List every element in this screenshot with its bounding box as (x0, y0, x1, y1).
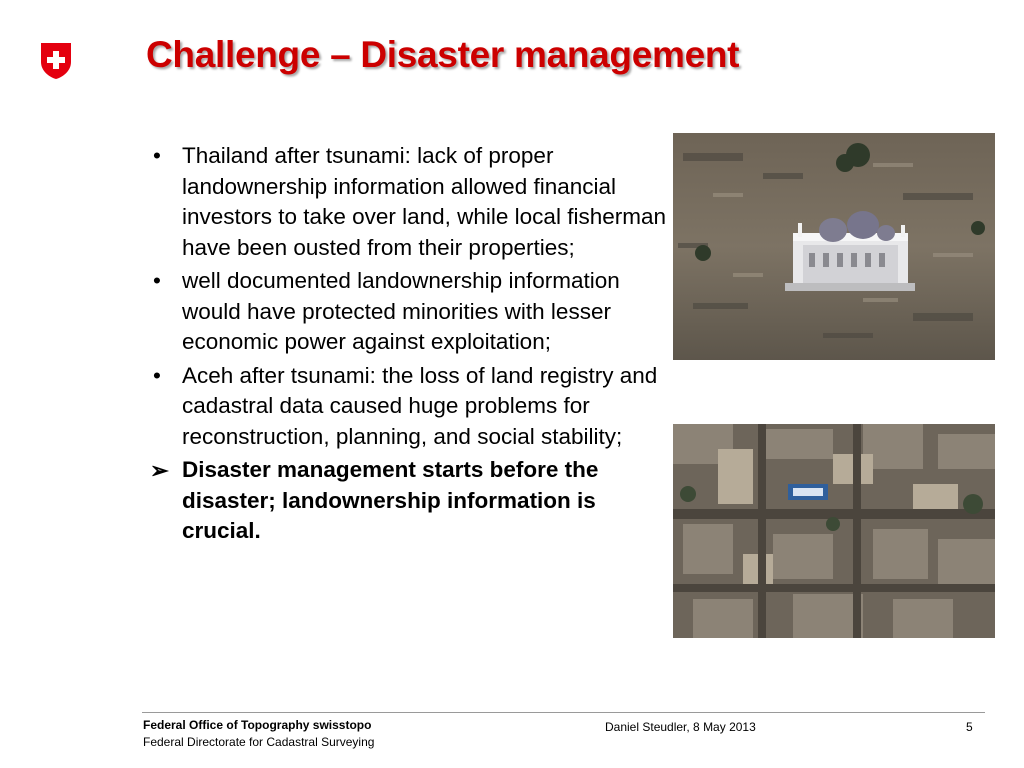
swiss-cross-shield-icon (40, 42, 72, 80)
bullet-text: well documented landownership information would have protected minorities with lesser economic power against exploitation; (182, 268, 620, 354)
bullet-text: Disaster management starts before the disaster; landownership information is crucial. (182, 457, 599, 543)
bullet-list (150, 141, 670, 550)
tsunami-mosque-aerial-photo (673, 133, 995, 360)
footer-author-date: Daniel Steudler, 8 May 2013 (605, 720, 756, 734)
footer-organization: Federal Office of Topography swisstopo (143, 718, 372, 732)
destroyed-town-aerial-photo (673, 424, 995, 638)
bullet-text: Aceh after tsunami: the loss of land registry and cadastral data caused huge problems for reconstruction, planning, and social stability; (182, 362, 658, 449)
slide-title: Challenge – Disaster management (146, 34, 740, 75)
bullet-text: Thailand after tsunami: lack of proper landownership information allowed financial investors to take over land, while local fisherman have been ousted from their properties; (182, 143, 666, 260)
bullet-marker: • (153, 268, 161, 293)
bullet-marker: • (153, 362, 161, 388)
bullet-item-documentation (150, 266, 670, 358)
arrow-bullet-icon: ➢ (150, 458, 169, 483)
footer-directorate: Federal Directorate for Cadastral Surveying (143, 735, 375, 749)
bullet-item-conclusion (150, 455, 670, 547)
bullet-item-aceh (150, 361, 670, 453)
bullet-item-thailand (150, 141, 670, 263)
bullet-marker: • (153, 143, 161, 168)
page-number: 5 (966, 720, 973, 734)
footer-divider (142, 712, 985, 713)
